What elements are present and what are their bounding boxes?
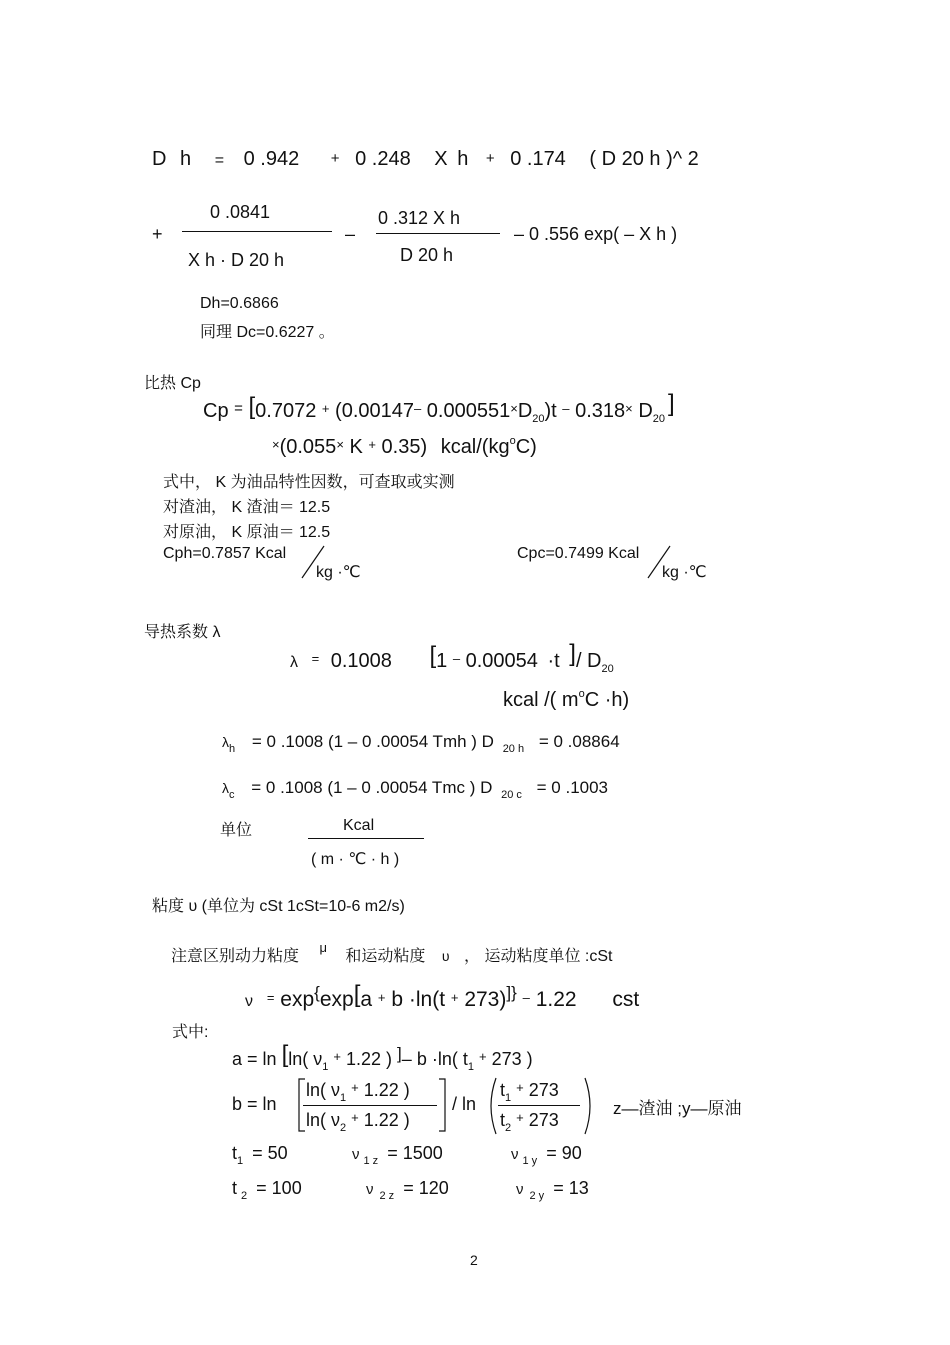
- lambda-h-sub2: 20 h: [502, 743, 525, 755]
- visc-b-t1: [500, 1080, 559, 1104]
- cp2-c: 0.35): [381, 436, 428, 458]
- lambda-a: 0.1008: [330, 650, 392, 672]
- visc-b-slash: / ln: [452, 1094, 477, 1114]
- visc-plus: +: [377, 990, 386, 1005]
- unit-label: 单位: [220, 822, 253, 839]
- visc-b-den-val: 1.22 ): [363, 1110, 410, 1130]
- dh-xh: h: [457, 148, 469, 170]
- r2-t: t: [232, 1178, 238, 1198]
- visc-where: 式中:: [172, 1024, 209, 1041]
- r1-t: t: [232, 1143, 238, 1163]
- lambda-t: t: [554, 650, 560, 672]
- visc-a-rest: b ·ln( t: [416, 1049, 468, 1069]
- lambda-eq: =: [311, 651, 320, 666]
- visc-b-t2-t: t: [500, 1110, 506, 1130]
- lambda-heading: 导热系数 λ: [144, 624, 221, 641]
- dh-equation-line1: [152, 148, 699, 171]
- visc-273: 273): [464, 988, 507, 1011]
- dh-term: ( D 20 h )^ 2: [589, 148, 699, 170]
- cp-note2: 对渣油， K 渣油＝ 12.5: [163, 499, 331, 516]
- dh-rest: – 0 .556 exp( – X h ): [514, 224, 678, 244]
- visc-b-numerator: [306, 1080, 410, 1104]
- lambda-c-line: [222, 778, 609, 801]
- visc-note-c: ， 运动粘度单位 :cSt: [464, 948, 613, 965]
- r2-n2-sub: 2 y: [529, 1190, 545, 1202]
- r1-t-sub: 1: [237, 1155, 244, 1167]
- cp-bracket-close-icon: ]: [668, 390, 675, 417]
- cp-g-sub: 20: [652, 413, 666, 425]
- visc-row2-nu2: [516, 1178, 589, 1202]
- lambda-c-sym: λ: [222, 780, 229, 796]
- cp-times2: ×: [625, 401, 633, 416]
- dh-eq: =: [214, 152, 225, 169]
- dh-frac1-den: X h · D 20 h: [188, 250, 285, 270]
- cp-note1: 式中， K 为油品特性因数，可查取或实测: [163, 474, 455, 491]
- dh-d: D: [152, 148, 167, 170]
- cp2-unit-a: kcal/(kg: [440, 436, 510, 458]
- lambda-h-body: = 0 .1008 (1 – 0 .00054 Tmh ) D: [251, 732, 494, 751]
- lambda-dot: ·: [547, 650, 555, 672]
- visc-b-t2-plus: +: [516, 1110, 524, 1125]
- lambda-minus: –: [452, 651, 461, 666]
- lambda-slash: / D: [575, 650, 602, 672]
- visc-a: a: [360, 988, 373, 1011]
- visc-note-nu: υ: [441, 948, 450, 964]
- cp-g: D: [638, 400, 653, 422]
- lambda-formula: [290, 640, 614, 675]
- visc-b-note: z—渣油 ;y—原油: [613, 1099, 742, 1118]
- lambda-c-value: = 0 .1003: [536, 778, 609, 797]
- visc-b-den-sub: 2: [340, 1122, 347, 1134]
- visc-b-lhs: b = ln: [232, 1094, 277, 1114]
- r2-n2-val: = 13: [553, 1178, 589, 1198]
- dh-frac2-num: 0 .312 X h: [378, 208, 461, 228]
- visc-b-right-paren-icon: [582, 1076, 596, 1136]
- lambda-c-sub: c: [229, 789, 235, 801]
- r1-n1-sub: 1 z: [363, 1155, 379, 1167]
- visc-a-bracket-close-icon: ]: [397, 1044, 402, 1063]
- visc-a-mid: ln( ν: [288, 1049, 323, 1069]
- r1-n1: ν: [352, 1146, 360, 1163]
- dh-c2: 0 .174: [510, 148, 566, 170]
- cp2-times2: ×: [336, 437, 344, 452]
- r2-n2: ν: [516, 1181, 524, 1198]
- visc-brace-open-icon: {: [314, 983, 320, 1002]
- visc-a-bracket-open-icon: [: [281, 1041, 289, 1068]
- visc-b-t1-val: 273: [528, 1080, 559, 1100]
- cp2-unit-sup: o: [509, 435, 516, 447]
- dh-frac2-bar: [376, 233, 500, 234]
- dh-c1: 0 .248: [355, 148, 411, 170]
- visc-b-t1-plus: +: [516, 1080, 524, 1095]
- cp2-unit-b: C): [515, 436, 537, 458]
- r1-n2-sub: 1 y: [522, 1155, 538, 1167]
- visc-b-den: ln( ν: [306, 1110, 341, 1130]
- cp-d-sub: 20: [532, 413, 545, 425]
- r1-n2-val: = 90: [546, 1143, 582, 1163]
- visc-a-plus: +: [333, 1049, 341, 1064]
- visc-formula: [245, 981, 640, 1013]
- unit-fraction-bar: [308, 838, 424, 839]
- visc-b-t1-t: t: [500, 1080, 506, 1100]
- cp-note3: 对原油， K 原油＝ 12.5: [163, 524, 331, 541]
- visc-row2-nu1: [366, 1178, 449, 1202]
- dh-plus2: +: [485, 150, 495, 167]
- visc-note-a: 注意区别动力粘度: [171, 948, 300, 965]
- lambda-h-sub: h: [229, 743, 236, 755]
- dh-plus1: +: [330, 150, 340, 167]
- visc-row1-nu2: [511, 1143, 582, 1167]
- cp-minus2: –: [562, 401, 570, 416]
- r2-n1: ν: [366, 1181, 374, 1198]
- visc-b-left-paren-icon: [485, 1076, 499, 1136]
- cp-d: D: [517, 400, 533, 422]
- visc-b-den-plus: +: [351, 1110, 359, 1125]
- visc-a-minus: –: [401, 1049, 412, 1069]
- visc-bracket-open-icon: [: [353, 981, 361, 1008]
- cp2-a: (0.055: [279, 436, 337, 458]
- dh-c0: 0 .942: [243, 148, 300, 170]
- visc-plus2: +: [450, 990, 459, 1005]
- visc-note: [171, 940, 613, 966]
- cp-a: 0.7072: [255, 400, 317, 422]
- cp-lhs: Cp: [203, 400, 229, 422]
- visc-a-sub2: 1: [467, 1061, 474, 1073]
- lambda-bracket-open-icon: [: [429, 642, 437, 669]
- page-number: 2: [470, 1252, 478, 1268]
- r2-t-val: = 100: [256, 1178, 302, 1198]
- visc-b-denominator: [306, 1110, 410, 1134]
- visc-a-plus2: +: [478, 1049, 487, 1064]
- visc-b-num-val: 1.22 ): [363, 1080, 410, 1100]
- cpc-value: Cpc=0.7499 Kcal: [517, 545, 640, 562]
- visc-unit: cst: [612, 988, 640, 1011]
- lambda-h-sym: λ: [222, 734, 229, 750]
- dh-frac1-bar: [182, 231, 332, 232]
- cp-formula-line1: [203, 390, 675, 425]
- r2-n1-sub: 2 z: [379, 1190, 395, 1202]
- cp-plus: +: [321, 401, 330, 416]
- r2-t-sub: 2: [241, 1190, 248, 1202]
- cp-bracket-open-icon: [: [248, 393, 256, 420]
- lambda-sym: λ: [290, 654, 298, 671]
- visc-exp1: exp: [280, 988, 315, 1011]
- cp-minus: –: [414, 401, 422, 416]
- cp2-times: ×: [272, 437, 280, 452]
- dh-frac2-den: D 20 h: [400, 245, 454, 265]
- r1-n2: ν: [511, 1146, 519, 1163]
- visc-b: b: [391, 988, 404, 1011]
- dh-frac1-num: 0 .0841: [210, 202, 271, 222]
- visc-b-t2: [500, 1110, 559, 1134]
- cpc-denominator: kg ·℃: [662, 564, 707, 581]
- lambda-bracket-close-icon: ]: [569, 640, 576, 667]
- dh-minus1: –: [345, 224, 356, 244]
- lambda-h-value: = 0 .08864: [538, 732, 620, 751]
- visc-note-b: 和运动粘度: [345, 948, 426, 965]
- visc-row1-t: [232, 1143, 288, 1167]
- lambda-unit: [503, 689, 629, 712]
- lambda-c-sub2: 20 c: [501, 789, 522, 801]
- visc-exp2: exp: [319, 988, 354, 1011]
- visc-dot: ·: [408, 988, 416, 1011]
- visc-a-end: 273 ): [491, 1049, 533, 1069]
- dh-plus-lead: +: [152, 224, 163, 244]
- dc-result: 同理 Dc=0.6227 。: [200, 324, 335, 341]
- lambda-c-body: = 0 .1008 (1 – 0 .00054 Tmc ) D: [251, 778, 493, 797]
- visc-bracket-close-icon: ]}: [506, 983, 517, 1002]
- visc-122: 1.22: [535, 988, 577, 1011]
- cp-b: (0.00147: [335, 400, 414, 422]
- lambda-unit-b: C ·h): [584, 689, 630, 711]
- visc-row1-nu1: [352, 1143, 443, 1167]
- visc-heading: 粘度 υ (单位为 cSt 1cSt=10-6 m2/s): [152, 898, 405, 915]
- visc-b-t2-sub: 2: [505, 1122, 512, 1134]
- unit-numerator: Kcal: [343, 817, 375, 834]
- visc-a-val: 1.22 ): [346, 1049, 393, 1069]
- cp-c: 0.000551: [426, 400, 511, 422]
- visc-b-fraction2-bar: [498, 1105, 580, 1106]
- lambda-c: 0.00054: [465, 650, 538, 672]
- visc-eq: =: [266, 990, 275, 1005]
- cp-eq: =: [234, 400, 243, 417]
- cp-times: ×: [510, 401, 518, 416]
- dh-result: Dh=0.6866: [200, 295, 279, 312]
- visc-b-t1-sub: 1: [505, 1092, 512, 1104]
- unit-denominator: ( m · ℃ · h ): [311, 851, 400, 868]
- lambda-unit-a: kcal /( m: [503, 689, 579, 711]
- visc-nu: ν: [245, 993, 253, 1010]
- visc-b-t2-val: 273: [528, 1110, 559, 1130]
- r1-t-val: = 50: [252, 1143, 288, 1163]
- visc-note-mu: μ: [319, 940, 327, 955]
- visc-row2-t: [232, 1178, 302, 1202]
- visc-b-fraction1-bar: [303, 1105, 437, 1106]
- r2-n1-val: = 120: [403, 1178, 449, 1198]
- visc-ln: ln(t: [415, 988, 446, 1011]
- visc-a-sub1: 1: [322, 1061, 329, 1073]
- cp2-b: K: [349, 436, 363, 458]
- dh-x: X: [434, 148, 448, 170]
- dh-h: h: [180, 148, 192, 170]
- cph-value: Cph=0.7857 Kcal: [163, 545, 287, 562]
- cp-formula-line2: [272, 436, 537, 459]
- lambda-sub: 20: [601, 663, 614, 675]
- cp-f: 0.318: [575, 400, 626, 422]
- visc-b-num: ln( ν: [306, 1080, 341, 1100]
- visc-b-right-bracket-icon: [436, 1077, 448, 1133]
- cph-denominator: kg ·℃: [316, 564, 361, 581]
- cp2-plus: +: [368, 437, 376, 452]
- lambda-h-line: [222, 732, 620, 755]
- cp-e: )t: [544, 400, 557, 422]
- r1-n1-val: = 1500: [387, 1143, 443, 1163]
- visc-b-num-sub: 1: [340, 1092, 347, 1104]
- lambda-b: 1: [436, 650, 448, 672]
- visc-minus: –: [522, 990, 530, 1005]
- visc-b-num-plus: +: [351, 1080, 359, 1095]
- visc-a-formula: [232, 1041, 533, 1073]
- lambda-unit-sup: o: [578, 688, 585, 700]
- visc-a-lhs: a = ln: [232, 1049, 277, 1069]
- cp-heading: 比热 Cp: [144, 375, 201, 392]
